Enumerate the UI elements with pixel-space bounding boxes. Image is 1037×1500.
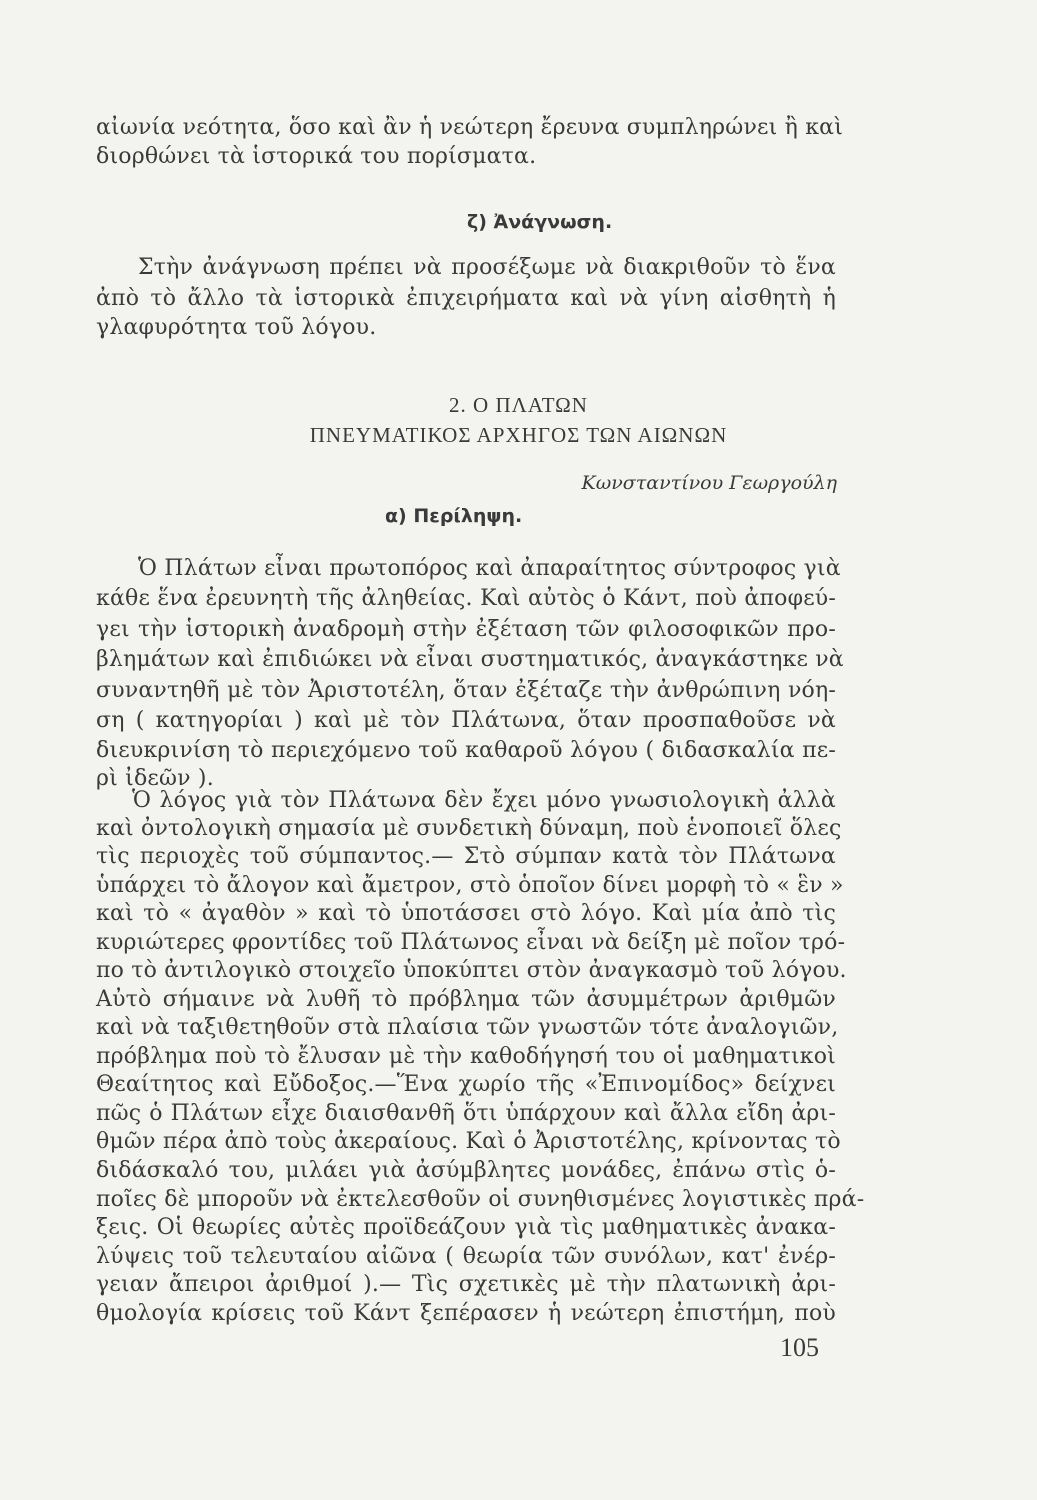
- text-line: διορθώνει τὰ ἱστορικά του πορίσματα.: [96, 144, 537, 169]
- text-line: θμολογία κρίσεις τοῦ Κάντ ξεπέρασεν ἡ νεώτερη ἐπιστήμη, ποὺ: [96, 1301, 836, 1326]
- text-line: Ὁ Πλάτων εἶναι πρωτοπόρος καὶ ἀπαραίτητος σύντροφος γιὰ: [138, 556, 841, 581]
- text-line: καὶ τὸ « ἀγαθὸν » καὶ τὸ ὑποτάσσει στὸ λόγο. Καὶ μία ἀπὸ τὶς: [96, 901, 836, 926]
- text-line: καὶ ὀντολογικὴ σημασία μὲ συνδετικὴ δύναμη, ποὺ ἑνοποιεῖ ὅλες: [96, 816, 842, 841]
- text-line: γει τὴν ἱστορικὴ ἀναδρομὴ στὴν ἐξέταση τῶν φιλοσοφικῶν προ-: [96, 617, 836, 642]
- chapter-title: 2. Ο ΠΛΑΤΩΝ: [449, 393, 588, 417]
- text-line: πο τὸ ἀντιλογικὸ στοιχεῖο ὑποκύπτει στὸν ἀναγκασμὸ τοῦ λόγου.: [96, 958, 847, 983]
- text-line: ση ( κατηγορίαι ) καὶ μὲ τὸν Πλάτωνα, ὅταν προσπαθοῦσε νὰ: [96, 708, 836, 733]
- text-line: γλαφυρότητα τοῦ λόγου.: [96, 315, 377, 340]
- text-line: ρὶ ἰδεῶν ).: [96, 766, 214, 791]
- text-line: διευκρινίση τὸ περιεχόμενο τοῦ καθαροῦ λόγου ( διδασκαλία πε-: [96, 738, 836, 763]
- section-heading-a: α) Περίληψη.: [385, 505, 523, 527]
- text-line: πῶς ὁ Πλάτων εἶχε διαισθανθῆ ὅτι ὑπάρχουν καὶ ἄλλα εἴδη ἀρι-: [96, 1101, 836, 1126]
- page-number: 105: [780, 1333, 819, 1362]
- chapter-author: Κωνσταντίνου Γεωργούλη: [581, 472, 837, 494]
- text-line: πρόβλημα ποὺ τὸ ἔλυσαν μὲ τὴν καθοδήγησή του οἱ μαθηματικοὶ: [96, 1044, 836, 1069]
- chapter-subtitle: ΠΝΕΥΜΑΤΙΚΟΣ ΑΡΧΗΓΟΣ ΤΩΝ ΑΙΩΝΩΝ: [309, 423, 728, 447]
- text-line: Στὴν ἀνάγνωση πρέπει νὰ προσέξωμε νὰ διακριθοῦν τὸ ἕνα: [138, 255, 836, 280]
- text-line: κάθε ἕνα ἐρευνητὴ τῆς ἀληθείας. Καὶ αὐτὸς ὁ Κάντ, ποὺ ἀποφεύ-: [96, 586, 836, 611]
- text-line: καὶ νὰ ταξιθετηθοῦν στὰ πλαίσια τῶν γνωστῶν τότε ἀναλογιῶν,: [96, 1015, 839, 1040]
- text-line: γειαν ἄπειροι ἀριθμοί ).— Τὶς σχετικὲς μὲ τὴν πλατωνικὴ ἀρι-: [96, 1272, 836, 1297]
- text-line: διδάσκαλό του, μιλάει γιὰ ἀσύμβλητες μονάδες, ἐπάνω στὶς ὁ-: [96, 1158, 836, 1183]
- text-line: λύψεις τοῦ τελευταίου αἰῶνα ( θεωρία τῶν συνόλων, κατ' ἐνέρ-: [96, 1244, 836, 1269]
- text-line: κυριώτερες φροντίδες τοῦ Πλάτωνος εἶναι νὰ δείξη μὲ ποῖον τρό-: [96, 930, 846, 955]
- text-line: Αὐτὸ σήμαινε νὰ λυθῆ τὸ πρόβλημα τῶν ἀσυμμέτρων ἀριθμῶν: [96, 987, 836, 1012]
- text-line: βλημάτων καὶ ἐπιδιώκει νὰ εἶναι συστηματικός, ἀναγκάστηκε νὰ: [96, 647, 844, 672]
- section-heading-z: ζ) Ἀνάγνωση.: [467, 211, 613, 233]
- text-line: συναντηθῆ μὲ τὸν Ἀριστοτέλη, ὅταν ἐξέταζε τὴν ἀνθρώπινη νόη-: [96, 678, 836, 703]
- text-line: ἀπὸ τὸ ἄλλο τὰ ἱστορικὰ ἐπιχειρήματα καὶ νὰ γίνη αἰσθητὴ ἡ: [96, 286, 836, 311]
- text-line: ὑπάρχει τὸ ἄλογον καὶ ἄμετρον, στὸ ὁποῖον δίνει μορφὴ τὸ « ἓν »: [96, 873, 844, 898]
- text-line: αἰωνία νεότητα, ὅσο καὶ ἂν ἡ νεώτερη ἔρευνα συμπληρώνει ἢ καὶ: [96, 115, 844, 140]
- text-line: ξεις. Οἱ θεωρίες αὐτὲς προϊδεάζουν γιὰ τὶς μαθηματικὲς ἀνακα-: [96, 1215, 836, 1240]
- text-line: ποῖες δὲ μποροῦν νὰ ἐκτελεσθοῦν οἱ συνηθισμένες λογιστικὲς πρά-: [96, 1187, 865, 1212]
- text-line: Θεαίτητος καὶ Εὔδοξος.—Ἕνα χωρίο τῆς «Ἐπινομίδος» δείχνει: [96, 1072, 836, 1097]
- text-line: Ὁ λόγος γιὰ τὸν Πλάτωνα δὲν ἔχει μόνο γνωσιολογικὴ ἀλλὰ: [132, 788, 836, 813]
- text-line: τὶς περιοχὲς τοῦ σύμπαντος.— Στὸ σύμπαν κατὰ τὸν Πλάτωνα: [96, 844, 836, 869]
- text-line: θμῶν πέρα ἀπὸ τοὺς ἀκεραίους. Καὶ ὁ Ἀριστοτέλης, κρίνοντας τὸ: [96, 1129, 841, 1154]
